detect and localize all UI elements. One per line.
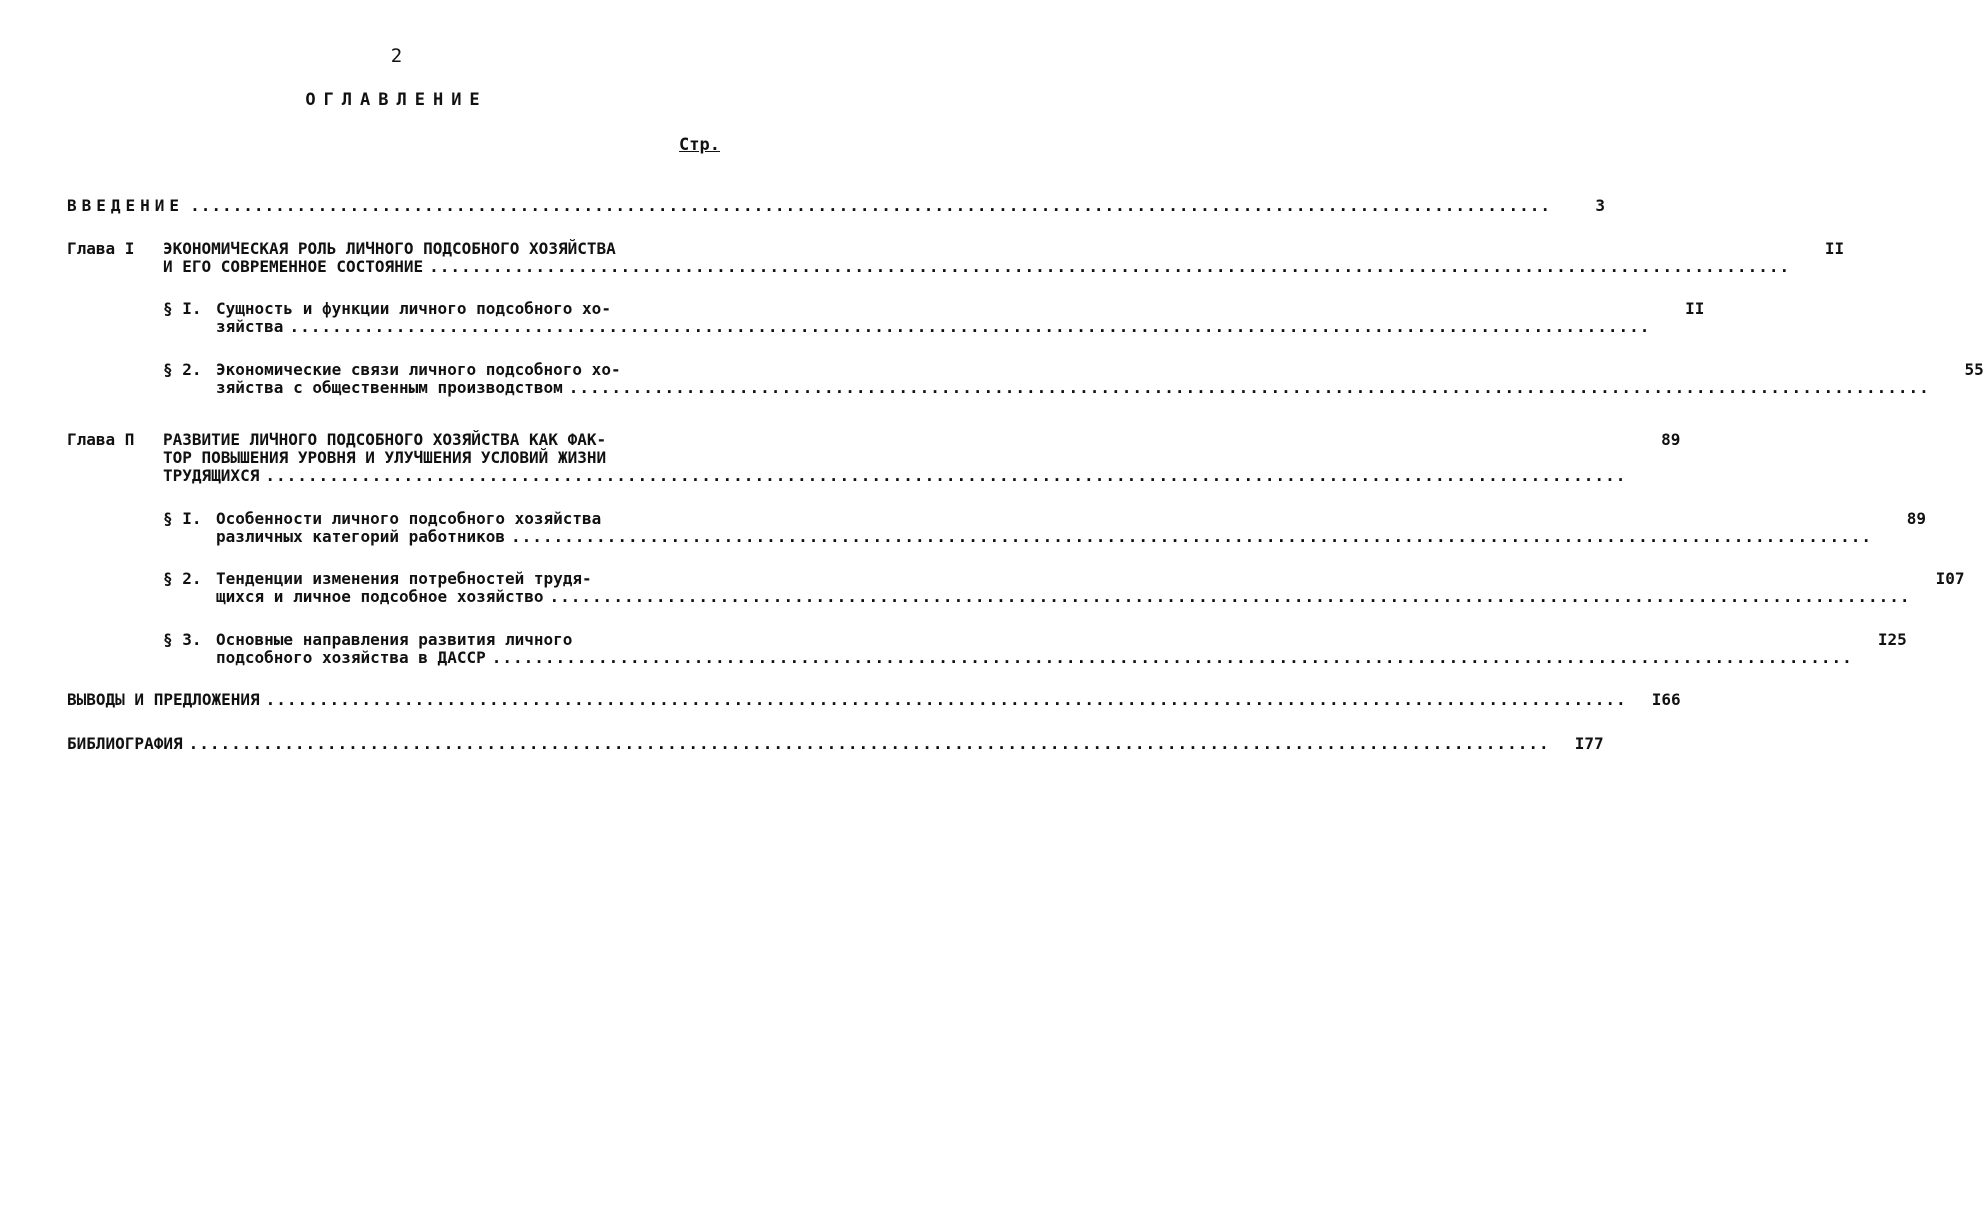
toc-entry-page: 3 [1595, 196, 1606, 215]
section-mark: § I. [163, 299, 202, 318]
section-mark: § 3. [163, 630, 202, 649]
toc-entry-page: I77 [1574, 734, 1604, 753]
toc-entry-line: Особенности личного подсобного хозяйства [216, 509, 602, 528]
toc-entry-section[interactable] [163, 360, 1984, 397]
leader-dots [492, 649, 1853, 667]
toc-entry-title: ВЫВОДЫ И ПРЕДЛОЖЕНИЯ [67, 690, 260, 709]
toc-entry-line: Экономические связи личного подсобного хо- [216, 360, 621, 379]
chapter-label: Глава I [67, 239, 135, 258]
page-number: 2 [390, 45, 403, 67]
toc-entry-line: ТРУДЯЩИХСЯ [163, 466, 260, 485]
toc-entry-line: зяйства [216, 317, 284, 336]
section-mark: § 2. [163, 569, 202, 588]
toc-entry-conclusions[interactable] [67, 690, 1681, 709]
toc-entry-line: Основные направления развития личного [216, 630, 573, 649]
toc-entry-bibliography[interactable] [67, 734, 1604, 753]
toc-entry-section[interactable] [163, 299, 1705, 336]
toc-entry-page: 89 [1906, 509, 1926, 528]
leader-dots [550, 588, 1911, 606]
toc-entry-section[interactable] [163, 630, 1907, 667]
leader-dots [265, 467, 1626, 485]
toc-entry-section[interactable] [163, 509, 1926, 546]
toc-entry-title: ВВЕДЕНИЕ [67, 196, 185, 215]
section-mark: § I. [163, 509, 202, 528]
leader-dots [189, 735, 1550, 753]
leader-dots [266, 691, 1627, 709]
toc-entry-page: 89 [1661, 430, 1681, 449]
toc-entry-page: I25 [1877, 630, 1907, 649]
toc-entry-chapter-2[interactable] [67, 430, 1681, 485]
page-title: ОГЛАВЛЕНИЕ [305, 90, 488, 110]
toc-entry-page: II [1824, 239, 1845, 258]
toc-entry-title: БИБЛИОГРАФИЯ [67, 734, 183, 753]
toc-entry-page: I07 [1935, 569, 1965, 588]
toc-entry-page: 55 [1964, 360, 1984, 379]
leader-dots [190, 197, 1551, 215]
leader-dots [511, 528, 1872, 546]
toc-entry-line: Сущность и функции личного подсобного хо- [216, 299, 611, 318]
toc-entry-line: Тенденции изменения потребностей трудя- [216, 569, 592, 588]
toc-entry-line: И ЕГО СОВРЕМЕННОЕ СОСТОЯНИЕ [163, 257, 424, 276]
page-column-header: Стр. [679, 135, 720, 155]
toc-entry-line: подсобного хозяйства в ДАССР [216, 648, 486, 667]
toc-entry-line: ТОР ПОВЫШЕНИЯ УРОВНЯ И УЛУЧШЕНИЯ УСЛОВИЙ ЖИЗНИ [163, 448, 607, 467]
toc-entry-line: различных категорий работников [216, 527, 505, 546]
toc-entry-line: ЭКОНОМИЧЕСКАЯ РОЛЬ ЛИЧНОГО ПОДСОБНОГО ХОЗЯЙСТВА [163, 239, 616, 258]
section-mark: § 2. [163, 360, 202, 379]
toc-entry-line: зяйства с общественным производством [216, 378, 563, 397]
leader-dots [569, 379, 1930, 397]
leader-dots [429, 258, 1790, 276]
leader-dots [289, 318, 1650, 336]
toc-entry-page: I66 [1651, 690, 1681, 709]
toc-entry-page: II [1685, 299, 1705, 318]
toc-entry-line: щихся и личное подсобное хозяйство [216, 587, 544, 606]
toc-entry-introduction[interactable] [67, 196, 1606, 215]
toc-entry-section[interactable] [163, 569, 1965, 606]
chapter-label: Глава П [67, 430, 135, 449]
toc-entry-chapter-1[interactable] [67, 239, 1845, 276]
toc-entry-line: РАЗВИТИЕ ЛИЧНОГО ПОДСОБНОГО ХОЗЯЙСТВА КАК ФАК- [163, 430, 607, 449]
